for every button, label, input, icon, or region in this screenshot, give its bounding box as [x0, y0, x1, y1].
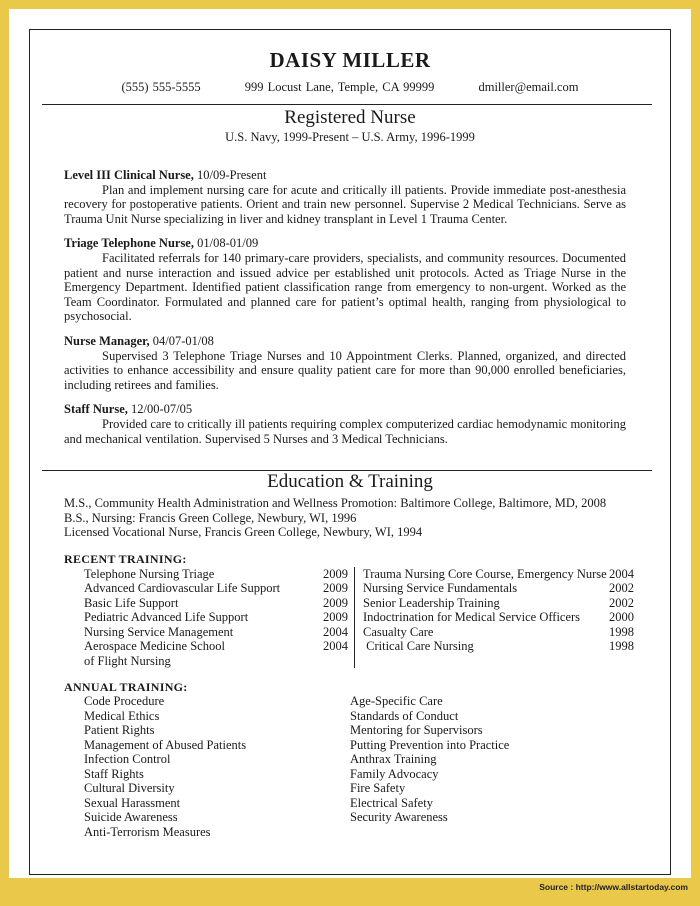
training-item	[84, 596, 354, 611]
recent-training-right	[355, 567, 634, 669]
job-dates: 12/00-07/05	[127, 402, 193, 417]
resume-frame	[29, 29, 671, 875]
training-item	[363, 567, 634, 582]
education-item: M.S., Community Health Administration and Wellness Promotion: Baltimore College, Baltimore, MD, 2008	[64, 496, 607, 510]
training-item: Patient Rights	[84, 723, 155, 738]
resume-page	[9, 9, 691, 878]
training-item: Staff Rights	[84, 766, 144, 781]
training-item	[363, 625, 634, 640]
training-year: 2004	[323, 624, 348, 639]
training-name: Casualty Care	[363, 624, 434, 639]
training-year: 2004	[323, 639, 348, 653]
training-name: Basic Life Support	[84, 595, 179, 610]
annual-training-section	[64, 680, 634, 839]
training-item: Security Awareness	[350, 810, 448, 825]
education-item: Licensed Vocational Nurse, Francis Green College, Newbury, WI, 1994	[64, 525, 423, 540]
training-item	[84, 639, 354, 654]
divider	[42, 104, 652, 105]
training-item: Mentoring for Supervisors	[350, 723, 483, 738]
job-title: Level III Clinical Nurse,	[64, 168, 194, 182]
training-name: Senior Leadership Training	[363, 595, 500, 610]
training-item: Anti-Terrorism Measures	[84, 824, 211, 839]
training-item	[363, 596, 634, 611]
training-item	[84, 581, 354, 596]
training-item: Sexual Harassment	[84, 795, 181, 810]
training-name: Nursing Service Fundamentals	[363, 581, 518, 595]
training-item: Code Procedure	[84, 694, 165, 709]
training-name: Critical Care Nursing	[363, 639, 474, 653]
job-title: Staff Nurse,	[64, 402, 128, 417]
training-year: 2009	[323, 610, 348, 624]
experience-section	[64, 168, 626, 456]
source-credit: Source : http://www.allstartoday.com	[539, 882, 688, 892]
education-heading: Education & Training	[267, 471, 433, 492]
training-item: Fire Safety	[350, 781, 406, 796]
training-year: 2009	[323, 581, 348, 595]
job-title-heading: Registered Nurse	[284, 107, 416, 128]
training-item: Cultural Diversity	[84, 781, 175, 796]
training-item: Medical Ethics	[84, 708, 160, 723]
training-item	[363, 639, 634, 654]
training-name: Aerospace Medicine School	[84, 639, 225, 653]
job-entry	[64, 168, 626, 226]
training-item: Anthrax Training	[350, 752, 437, 767]
job-title: Triage Telephone Nurse,	[64, 236, 194, 251]
annual-training-left	[64, 694, 350, 839]
job-dates: 01/08-01/09	[193, 236, 259, 251]
training-item	[84, 654, 354, 669]
training-year: 1998	[609, 639, 634, 653]
job-title: Nurse Manager,	[64, 333, 150, 348]
job-dates: 04/07-01/08	[149, 333, 214, 348]
phone: (555) 555-5555	[121, 80, 201, 94]
training-item	[84, 610, 354, 625]
job-entry	[64, 402, 626, 446]
training-name: Advanced Cardiovascular Life Support	[84, 581, 281, 595]
training-item: Infection Control	[84, 752, 171, 767]
email: dmiller@email.com	[478, 80, 579, 94]
training-year: 2000	[609, 610, 634, 624]
contact-line	[30, 80, 670, 95]
recent-training-section	[64, 552, 634, 668]
training-name: Telephone Nursing Triage	[84, 566, 215, 581]
training-item: Age-Specific Care	[350, 694, 443, 709]
annual-training-heading: ANNUAL TRAINING:	[64, 680, 188, 694]
job-entry	[64, 236, 626, 324]
training-item	[84, 567, 354, 582]
recent-training-heading: RECENT TRAINING:	[64, 552, 187, 566]
training-item	[363, 610, 634, 625]
recent-training-left	[64, 567, 355, 669]
training-year: 1998	[609, 624, 634, 639]
candidate-name: DAISY MILLER	[269, 48, 431, 72]
training-year: 2002	[609, 581, 634, 595]
training-year: 2009	[323, 595, 348, 610]
address: 999 Locust Lane, Temple, CA 99999	[244, 80, 435, 94]
training-item	[84, 625, 354, 640]
education-list	[64, 496, 606, 540]
training-item: Putting Prevention into Practice	[350, 737, 510, 752]
job-description: Supervised 3 Telephone Triage Nurses and 10 Appointment Clerks. Planned, organized, and directed activities to enhance accessibility and ensure quality patient care for more than 90,000 enrolled beneficiaries, including retirees and families.	[64, 348, 626, 392]
education-item: B.S., Nursing: Francis Green College, Newbury, WI, 1996	[64, 510, 357, 525]
training-item	[363, 581, 634, 596]
training-name: Indoctrination for Medical Service Officers	[363, 610, 581, 624]
training-year	[348, 654, 354, 669]
job-description: Facilitated referrals for 140 primary-care providers, specialists, and community resources. Documented patient and nurse interaction and issued advice per established unit protocols. Acted as Triage Nurse in the Emergency Department. Identified patient classification range from emergency to non-urgent. Worked as the Team Coordinator. Formulated and planned care for patient’s optimal health, ranging from physiological to psychosocial.	[64, 250, 626, 324]
job-description: Provided care to critically ill patients requiring complex computerized cardiac hemodynamic monitoring and mechanical ventilation. Supervised 5 Nurses and 3 Medical Technicians.	[64, 416, 626, 446]
training-name: Pediatric Advanced Life Support	[84, 610, 249, 624]
training-year: 2002	[609, 595, 634, 610]
training-item: Suicide Awareness	[84, 810, 178, 825]
training-item: Family Advocacy	[350, 766, 439, 781]
job-entry	[64, 334, 626, 392]
job-dates: 10/09-Present	[193, 168, 267, 182]
job-description: Plan and implement nursing care for acute and critically ill patients. Provide immediate post-anesthesia recovery for postoperative patients. Orient and train new personnel. Supervise 2 Medical Technicians. Serve as Trauma Unit Nurse specializing in liver and kidney transplant in Level 1 Trauma Center.	[64, 182, 626, 226]
training-name: of Flight Nursing	[84, 653, 171, 668]
training-item: Electrical Safety	[350, 795, 433, 810]
annual-training-right	[350, 694, 634, 839]
training-item: Management of Abused Patients	[84, 737, 247, 752]
training-name: Nursing Service Management	[84, 624, 234, 639]
training-year: 2009	[323, 566, 348, 581]
training-item: Standards of Conduct	[350, 708, 459, 723]
training-name: Trauma Nursing Core Course, Emergency Nurse	[363, 566, 607, 581]
training-year: 2004	[609, 566, 634, 581]
service-line: U.S. Navy, 1999-Present – U.S. Army, 1996-1999	[225, 130, 475, 144]
